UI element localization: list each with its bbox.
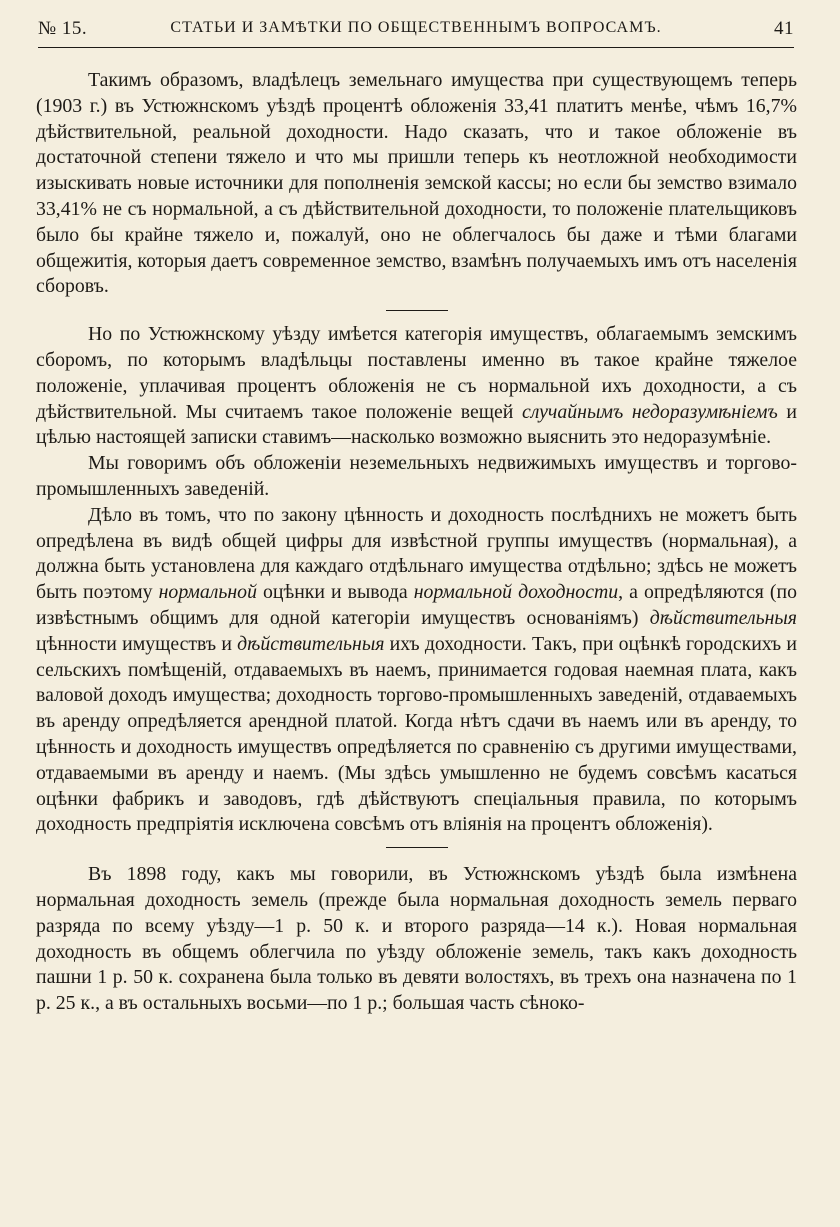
issue-number: № 15. xyxy=(38,18,88,39)
paragraph-2-text-a: Но по Устюжнскому уѣзду имѣется категорія имуществъ, облагаемымъ земскимъ сборомъ, по которымъ владѣльцы поставлены именно въ такое крайне тяжелое положеніе, уплачивая процентъ обложенія не съ нормальной ихъ доходности, а съ дѣйствительной. Мы считаемъ такое положеніе вещей xyxy=(36,323,797,423)
paragraph-4-emphasis-1: нормальной xyxy=(158,581,257,604)
paragraph-4-emphasis-2: нормальной доходности xyxy=(413,581,619,604)
paragraph-3: Мы говоримъ объ обложеніи неземельныхъ недвижимыхъ имуществъ и торгово-промышленныхъ заведеній. xyxy=(36,452,797,500)
paragraph-1: Такимъ образомъ, владѣлецъ земельнаго имущества при существующемъ теперь (1903 г.) въ Устюжнскомъ уѣздѣ процентѣ обложенія 33,41 платитъ менѣе, чѣмъ 16,7% дѣйствительной, реальной доходности. Надо сказать, что и такое обложеніе въ достаточной степени тяжело и что мы пришли теперь къ неотложной необходимости изыскивать новые источники для пополненія земской кассы; но если бы земство взимало 33,41% не съ нормальной, а съ дѣйствительной доходности, то положеніе плательщиковъ было бы крайне тяжело и, пожалуй, оно не облегчалось бы даже и тѣми благами общежитія, которыя даетъ современное земство, взамѣнъ получаемыхъ имъ отъ населенія сборовъ. xyxy=(36,69,797,298)
paragraph-4-text-e: ихъ доходности. Такъ, при оцѣнкѣ городскихъ и сельскихъ помѣщеній, отдаваемыхъ въ наемъ, принимается годовая наемная плата, какъ валовой доходъ имущества; доходность торгово-промышленныхъ заведеній, отдаваемыхъ въ аренду опредѣляется арендной платой. Когда нѣтъ сдачи въ наемъ или въ аренду, то цѣнность и доходность имуществъ опредѣляется по сравненію съ другими имуществами, отдаваемыми въ аренду и наемъ. (Мы здѣсь умышленно не будемъ совсѣмъ касаться оцѣнки фабрикъ и заводовъ, гдѣ дѣйствуютъ спеціальныя правила, по которымъ доходность предпріятія исключена совсѣмъ отъ вліянія на процентъ обложенія). xyxy=(36,632,797,836)
page-number: 41 xyxy=(774,18,794,39)
article-body xyxy=(36,68,797,1017)
header-rule xyxy=(38,47,794,48)
paragraph-4-emphasis-3: дѣйствительныя xyxy=(649,606,797,629)
paragraph-4-text-a: Дѣло въ томъ, что по закону цѣнность и доходность послѣднихъ не можетъ быть опредѣлена въ видѣ общей цифры для извѣстной группы имуществъ (нормальная), а должна быть установлена для каждаго отдѣльнаго имущества отдѣльно; здѣсь не можетъ быть поэтому xyxy=(36,503,797,604)
paragraph-4-text-c: , а опредѣляются (по извѣстнымъ общимъ для одной категоріи имуществъ основаніямъ) xyxy=(36,581,797,629)
section-separator xyxy=(386,310,448,311)
running-title: СТАТЬИ И ЗАМѢТКИ ПО ОБЩЕСТВЕННЫМЪ ВОПРОСАМЪ. xyxy=(170,19,662,36)
paragraph-4 xyxy=(36,503,797,838)
paragraph-2-text-b: и цѣлью настоящей записки ставимъ—насколько возможно выяснить это недоразумѣніе. xyxy=(36,400,797,449)
paragraph-2-emphasis: случайнымъ недоразумѣніемъ xyxy=(521,400,778,423)
paragraph-4-text-d: цѣнности имуществъ и xyxy=(36,632,238,655)
paragraph-5: Въ 1898 году, какъ мы говорили, въ Устюжнскомъ уѣздѣ была измѣнена нормальная доходность земель (прежде была нормальная доходность земель перваго разряда по всему уѣзду—1 р. 50 к. и второго разряда—14 к.). Новая нормальная доходность въ общемъ облегчила по уѣзду обложеніе земель, такъ какъ доходность пашни 1 р. 50 к. сохранена была только въ девяти волостяхъ, въ трехъ она назначена по 1 р. 25 к., а въ остальныхъ восьми—по 1 р.; большая часть сѣноко- xyxy=(36,863,797,1015)
paragraph-4-emphasis-4: дѣйствительныя xyxy=(237,632,385,655)
running-header xyxy=(38,18,794,46)
section-separator xyxy=(386,847,448,848)
paragraph-2 xyxy=(36,322,797,451)
paragraph-4-text-b: оцѣнки и вывода xyxy=(256,581,414,604)
